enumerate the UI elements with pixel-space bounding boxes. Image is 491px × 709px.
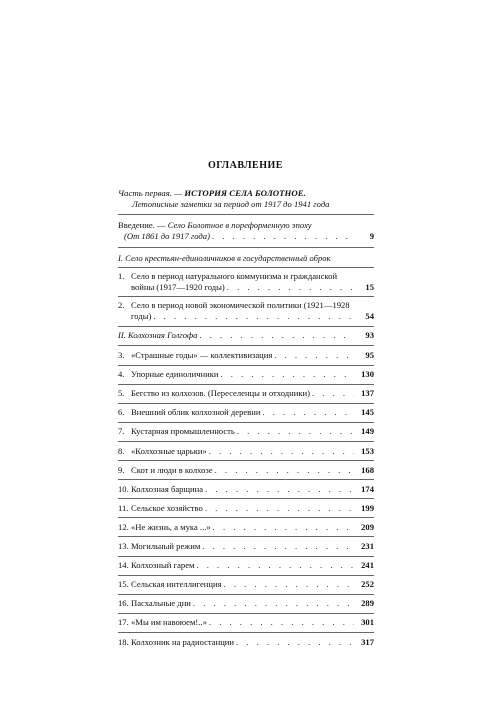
leader-dots [205, 484, 354, 494]
toc-item-text: годы) [131, 311, 152, 321]
divider [118, 384, 374, 385]
toc-item-number: 9. [118, 464, 125, 475]
leader-dots [237, 426, 354, 436]
toc-item-page: 317 [361, 636, 374, 647]
toc-item-number: 12. [118, 521, 129, 532]
toc-item-number: 4. [118, 369, 125, 380]
toc-item [118, 560, 374, 570]
toc-item-page: 130 [361, 369, 374, 380]
leader-dots [209, 446, 354, 456]
toc-item-text: Скот и люди в колхозе [131, 464, 213, 475]
divider [118, 536, 374, 537]
intro-page: 9 [369, 231, 374, 241]
toc-item-page: 149 [361, 426, 374, 437]
toc-item [118, 484, 374, 494]
leader-dots [153, 311, 354, 321]
divider [118, 403, 374, 404]
toc-item-page: 289 [361, 598, 374, 609]
toc-item [118, 369, 374, 379]
leader-dots [221, 369, 355, 379]
toc-item [118, 388, 374, 398]
toc-item-text: Могильный режим [131, 541, 201, 551]
toc-item [118, 426, 374, 436]
toc-item-page: 252 [361, 579, 374, 590]
toc-item-page: 241 [361, 560, 374, 571]
intro-label: Введение. — [118, 220, 168, 230]
leader-dots [193, 598, 354, 608]
divider [118, 247, 374, 248]
toc-item-number: 2. [118, 300, 125, 310]
toc-item-number: 6. [118, 407, 125, 418]
toc-item [118, 579, 374, 589]
toc-item-number: 8. [118, 445, 125, 456]
divider [118, 632, 374, 633]
toc-item-text: Сельское хозяйство [131, 502, 203, 513]
leader-dots [199, 330, 354, 340]
leader-dots [262, 407, 354, 417]
divider [118, 214, 374, 215]
leader-dots [202, 541, 354, 551]
toc-item-text: Кустарная промышленность [131, 426, 235, 437]
section-two-title: II. Колхозная Голгофа [118, 330, 198, 340]
leader-dots [213, 522, 354, 532]
toc-item-2-line-2 [118, 311, 374, 321]
toc-item [118, 350, 374, 360]
toc-item-number: 14. [118, 560, 129, 571]
toc-item-number: 5. [118, 388, 125, 399]
toc-item-number: 17. [118, 617, 129, 628]
toc-item [118, 617, 374, 627]
toc-item-number: 7. [118, 426, 125, 437]
toc-item-number: 15. [118, 579, 129, 590]
intro-text-2: (От 1861 до 1917 года) [124, 231, 210, 241]
toc-item-text: Колхозная барщина [131, 483, 204, 494]
leader-dots [209, 617, 354, 627]
toc-item-page: 15 [365, 282, 374, 292]
divider [118, 365, 374, 366]
divider [118, 613, 374, 614]
divider [118, 575, 374, 576]
toc-item-page: 95 [365, 350, 374, 360]
divider [118, 460, 374, 461]
divider [118, 326, 374, 327]
toc-item-text: Пасхальные дни [131, 598, 191, 609]
toc-item-text: «Страшные годы» — коллективизация [131, 350, 273, 360]
toc-item [118, 465, 374, 475]
divider [118, 556, 374, 557]
leader-dots [274, 350, 354, 360]
divider [118, 296, 374, 297]
leader-dots [227, 282, 354, 292]
leader-dots [205, 503, 354, 513]
leader-dots [196, 560, 354, 570]
toc-item-page: 209 [361, 521, 374, 532]
toc-item-text: «Не жизнь, а мука ...» [131, 521, 211, 532]
leader-dots [312, 388, 354, 398]
part-one-heading [118, 188, 374, 198]
toc-item-1-line-1 [118, 271, 374, 281]
toc-item-text: Село в период натурального коммунизма и гражданской [131, 271, 338, 281]
toc-item-page: 231 [361, 541, 374, 551]
toc-item [118, 503, 374, 513]
toc-item-2-line-1 [118, 300, 374, 310]
part-one-title: ИСТОРИЯ СЕЛА БОЛОТНОЕ. [184, 188, 306, 198]
divider [118, 345, 374, 346]
toc-item [118, 598, 374, 608]
toc-item [118, 637, 374, 647]
toc-item-page: 199 [361, 502, 374, 513]
divider [118, 479, 374, 480]
toc-item-number: 11. [118, 502, 129, 513]
toc-item-1-line-2 [118, 282, 374, 292]
toc-item-text: Упорные единоличники [131, 369, 219, 380]
toc-item-number: 13. [118, 541, 129, 551]
toc-item-text: Колхозник на радиостанции [131, 636, 234, 647]
toc-item-number: 3. [118, 350, 125, 360]
toc-item-text: «Мы им навоюем!..» [131, 617, 207, 628]
toc-item-page: 174 [361, 483, 374, 494]
toc-item [118, 446, 374, 456]
toc-item-page: 153 [361, 445, 374, 456]
intro-line-2 [118, 231, 374, 241]
toc-item-page: 301 [361, 617, 374, 628]
toc-item-text: Сельская интеллигенция [131, 579, 222, 590]
toc-item-page: 54 [365, 311, 374, 321]
toc-item-number: 10. [118, 483, 129, 494]
toc-item-page: 145 [361, 407, 374, 418]
divider [118, 441, 374, 442]
toc-item-text: Колхозный гарем [131, 560, 195, 571]
divider [118, 594, 374, 595]
divider [118, 422, 374, 423]
toc-item [118, 541, 374, 551]
toc-item-text: войны (1917—1920 годы) [131, 282, 225, 292]
leader-dots [224, 579, 354, 589]
section-two-page: 93 [365, 330, 374, 340]
toc-item [118, 407, 374, 417]
divider [118, 267, 374, 268]
leader-dots [212, 231, 354, 241]
toc-item-number: 1. [118, 271, 125, 281]
leader-dots [236, 637, 354, 647]
divider [118, 517, 374, 518]
toc-item-text: Бегство из колхозов. (Переселенцы и отходники) [131, 388, 310, 399]
toc-item-text: «Колхозные царьки» [131, 445, 207, 456]
toc-item-number: 18. [118, 636, 129, 647]
section-two-heading [118, 330, 374, 340]
intro-line-1 [118, 220, 374, 230]
toc-item-text: Внешний облик колхозной деревни [131, 407, 261, 418]
toc-item-text: Село в период новой экономической политики (1921—1928 [131, 300, 350, 310]
toc-item-page: 137 [361, 388, 374, 399]
toc-item-page: 168 [361, 464, 374, 475]
toc-item-number: 16. [118, 598, 129, 609]
part-one-label: Часть первая. — [118, 188, 185, 198]
leader-dots [215, 465, 354, 475]
divider [118, 498, 374, 499]
section-one-title: I. Село крестьян-единоличников в государственный оброк [118, 253, 331, 263]
part-one-subtitle: Летописные заметки за период от 1917 до 1941 года [132, 199, 330, 209]
toc-item [118, 522, 374, 532]
intro-text-1: Село Болотное в пореформенную эпоху [167, 220, 312, 230]
page-title: ОГЛАВЛЕНИЕ [208, 160, 283, 171]
